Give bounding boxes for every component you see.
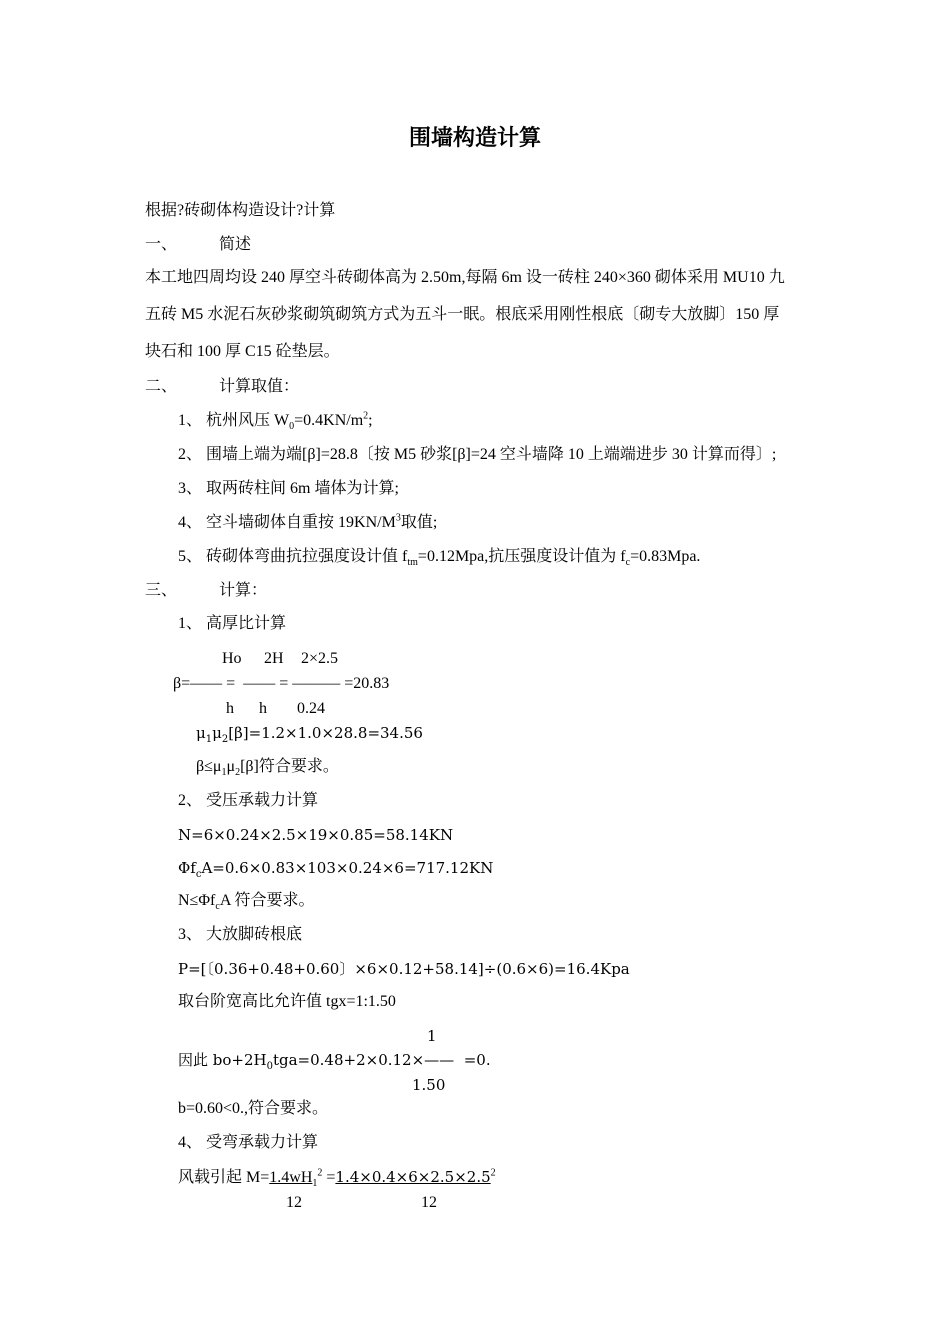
capacity-line: [178, 858, 493, 878]
item-text: 大放脚砖根底: [206, 926, 303, 943]
subscript: c: [625, 557, 631, 569]
item-text: ;: [368, 412, 373, 429]
superscript: 2: [317, 1167, 323, 1179]
subscript: 2: [221, 734, 229, 745]
moment-numerator-values: 1.4×0.4×6×2.5×2.5: [335, 1168, 491, 1186]
calc-4-heading: [178, 1133, 318, 1153]
fraction-bar: ——: [424, 1051, 455, 1069]
fraction-bar: ——: [190, 675, 223, 692]
equation-part: μ: [212, 724, 222, 742]
beta-check-line: [196, 757, 339, 777]
overview-line-3: 块石和 100 厚 C15 砼垫层。: [145, 343, 340, 360]
overview-line-2: 五砖 M5 水泥石灰砂浆砌筑砌筑方式为五斗一眠。根底采用刚性根底〔砌专大放脚〕150 厚: [145, 306, 780, 323]
section-3-number: 三、: [145, 582, 178, 599]
item-text: 砖砌体弯曲抗拉强度设计值 f: [206, 548, 408, 565]
equation-part: N≤Φf: [178, 892, 216, 909]
fraction-numerator-3: 2×2.5: [301, 650, 339, 667]
subscript: 1: [221, 767, 227, 779]
value-item-1: [178, 411, 373, 431]
subscript: c: [215, 901, 220, 913]
axial-load-line: N=6×0.24×2.5×19×0.85=58.14KN: [178, 826, 454, 844]
item-number: 3、: [178, 926, 203, 943]
value-item-4: [178, 513, 437, 533]
superscript: 3: [395, 512, 401, 524]
superscript: 2: [490, 1167, 496, 1179]
mu-beta-line: [196, 723, 423, 743]
equation-part: [β]=1.2×1.0×28.8=34.56: [228, 724, 423, 742]
value-item-5: [178, 547, 700, 567]
item-text: 高厚比计算: [206, 615, 287, 632]
subscript: 0: [266, 1061, 273, 1072]
item-text: =0.83Mpa.: [630, 548, 701, 565]
item-number: 2、: [178, 446, 203, 463]
item-text: =0.4KN/m: [294, 412, 364, 429]
item-text: 杭州风压 W: [206, 412, 290, 429]
equation-part: tga=0.48+2×0.12×: [272, 1051, 425, 1069]
item-text: 取值;: [400, 514, 438, 531]
subscript: 1: [312, 1178, 318, 1190]
equals-sign: =: [326, 1169, 336, 1186]
fraction-numerator: 1: [427, 1027, 437, 1045]
fraction-denominator-1: h: [226, 700, 234, 717]
equation-result: =20.83: [344, 675, 390, 692]
section-3-heading: [145, 581, 267, 601]
item-number: 4、: [178, 1134, 203, 1151]
item-text: =0.12Mpa,抗压强度设计值为 f: [417, 548, 626, 565]
equation-part: A 符合要求。: [219, 892, 315, 909]
item-text: 围墙上端为端[β]=28.8〔按 M5 砂浆[β]=24 空斗墙降 10 上端端进步 30 计算而得〕;: [206, 446, 777, 463]
fraction-bar: ———: [292, 675, 341, 692]
therefore-line: [178, 1050, 491, 1070]
calc-1-heading: [178, 614, 286, 634]
subscript: 2: [235, 767, 241, 779]
item-text: 受压承载力计算: [206, 792, 319, 809]
value-item-3: [178, 479, 399, 499]
fraction-denominator: 1.50: [412, 1076, 446, 1094]
capacity-check-line: [178, 891, 315, 911]
item-number: 1、: [178, 615, 203, 632]
subscript: tm: [407, 557, 418, 569]
equation-part: 风载引起 M=: [178, 1169, 270, 1186]
equation-part: 因此 bo+2H: [178, 1051, 267, 1069]
foundation-result-line: b=0.60<0.,符合要求。: [178, 1100, 329, 1117]
moment-line: [178, 1167, 496, 1188]
moment-denominator-2: 12: [421, 1194, 437, 1211]
calc-3-heading: [178, 925, 302, 945]
subscript: 0: [289, 421, 295, 433]
section-2-number: 二、: [145, 378, 178, 395]
item-text: 空斗墙砌体自重按 19KN/M: [206, 514, 396, 531]
subscript: c: [195, 869, 202, 880]
equation-part: β≤μ: [196, 758, 222, 775]
section-3-title: 计算：: [219, 582, 268, 599]
step-ratio-line: 取台阶宽高比允许值 tgx=1:1.50: [178, 993, 396, 1010]
equals-sign: =: [226, 675, 236, 692]
section-2-title: 计算取值：: [219, 378, 300, 395]
value-item-2: [178, 445, 776, 465]
item-number: 5、: [178, 548, 203, 565]
equation-part: =0.: [463, 1051, 491, 1069]
equals-sign: =: [279, 675, 289, 692]
item-number: 1、: [178, 412, 203, 429]
item-text: 受弯承载力计算: [206, 1134, 319, 1151]
fraction-bar: ——: [243, 675, 276, 692]
page-title: 围墙构造计算: [408, 125, 541, 150]
overview-line-1: 本工地四周均设 240 厚空斗砖砌体高为 2.50m,每隔 6m 设一砖柱 240×360 砌体采用 MU10 九: [145, 269, 785, 286]
pressure-line: P=[〔0.36+0.48+0.60〕×6×0.12+58.14]÷(0.6×6)=16.4Kpa: [178, 960, 630, 978]
superscript: 2: [363, 410, 369, 422]
calc-2-heading: [178, 791, 318, 811]
fraction-numerator-2: 2H: [264, 650, 284, 667]
item-number: 2、: [178, 792, 203, 809]
item-number: 4、: [178, 514, 203, 531]
moment-numerator: 1.4wH: [269, 1169, 313, 1186]
fraction-denominator-2: h: [259, 700, 267, 717]
item-number: 3、: [178, 480, 203, 497]
equation-part: μ: [196, 724, 206, 742]
section-1-number: 一、: [145, 236, 178, 253]
section-1-title: 简述: [219, 236, 252, 253]
beta-equation: [173, 674, 389, 694]
fraction-denominator-3: 0.24: [297, 700, 325, 717]
equation-part: Φf: [178, 859, 196, 877]
subscript: 1: [205, 734, 213, 745]
section-2-heading: [145, 377, 299, 397]
section-1-heading: [145, 235, 251, 255]
basis-line: 根据?砖砌体构造设计?计算: [145, 202, 336, 219]
equation-part: β=: [173, 675, 191, 692]
item-text: 取两砖柱间 6m 墙体为计算;: [206, 480, 399, 497]
equation-part: μ: [226, 758, 236, 775]
moment-denominator-1: 12: [286, 1194, 302, 1211]
equation-part: [β]符合要求。: [240, 758, 339, 775]
fraction-numerator-1: Ho: [222, 650, 242, 667]
equation-part: A=0.6×0.83×103×0.24×6=717.12KN: [201, 859, 494, 877]
